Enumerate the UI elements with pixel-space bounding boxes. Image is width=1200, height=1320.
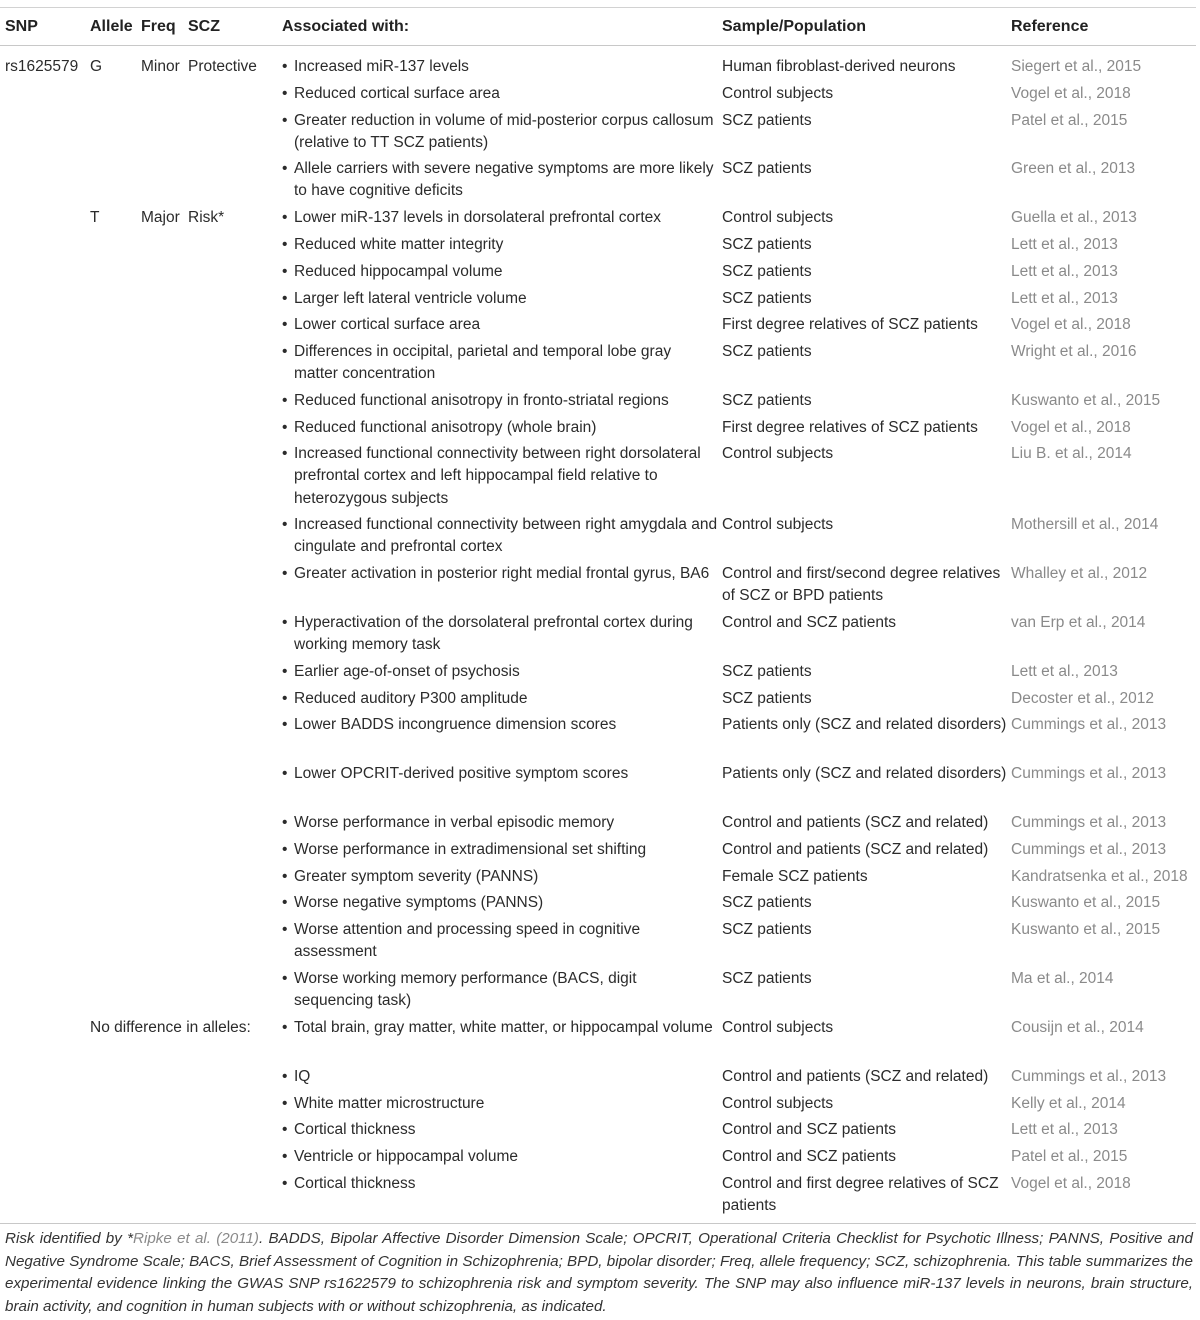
associated-cell: • Lower BADDS incongruence dimension scores <box>282 714 718 736</box>
sample-cell: Control subjects <box>722 209 834 226</box>
bullet-icon: • <box>282 263 288 280</box>
sample-cell: SCZ patients <box>722 690 812 707</box>
bullet-icon: • <box>282 160 288 177</box>
header-snp: SNP <box>5 18 38 35</box>
bullet-icon: • <box>282 1068 288 1085</box>
associated-cell: • Hyperactivation of the dorsolateral prefrontal cortex during working memory task <box>282 614 693 654</box>
reference-cell: Kuswanto et al., 2015 <box>1011 894 1161 911</box>
bullet-icon: • <box>282 690 288 707</box>
associated-cell: • Increased functional connectivity between right amygdala and cingulate and prefrontal cortex <box>282 516 718 556</box>
bullet-icon: • <box>282 663 288 680</box>
reference-cell: Cummings et al., 2013 <box>1011 716 1167 733</box>
sample-cell: Control subjects <box>722 445 834 462</box>
table-footnote <box>5 1228 1193 1318</box>
reference-cell: Cummings et al., 2013 <box>1011 814 1167 831</box>
bullet-icon: • <box>282 392 288 409</box>
bullet-icon: • <box>282 1019 288 1036</box>
header-reference: Reference <box>1011 18 1089 35</box>
reference-cell: Lett et al., 2013 <box>1011 1121 1118 1138</box>
no-difference-label: No difference in alleles: <box>90 1019 251 1036</box>
reference-cell: Lett et al., 2013 <box>1011 236 1118 253</box>
sample-cell: Control subjects <box>722 516 834 533</box>
bullet-icon: • <box>282 419 288 436</box>
footnote-prefix: Risk identified by * <box>5 1230 133 1247</box>
reference-cell: Patel et al., 2015 <box>1011 112 1128 129</box>
bullet-icon: • <box>282 614 288 631</box>
bullet-icon: • <box>282 58 288 75</box>
associated-cell: • Earlier age-of-onset of psychosis <box>282 661 718 683</box>
associated-cell: • Worse attention and processing speed in cognitive assessment <box>282 921 641 961</box>
reference-cell: Vogel et al., 2018 <box>1011 1175 1131 1192</box>
reference-cell: Patel et al., 2015 <box>1011 1148 1128 1165</box>
bullet-icon: • <box>282 970 288 987</box>
associated-cell: • Increased functional connectivity between right dorsolateral prefrontal cortex and left hippocampal field relative to heterozygous subjects <box>282 445 701 507</box>
header-allele: Allele <box>90 18 133 35</box>
reference-cell: Liu B. et al., 2014 <box>1011 445 1132 462</box>
reference-cell: Kandratsenka et al., 2018 <box>1011 868 1188 885</box>
sample-cell: SCZ patients <box>722 160 812 177</box>
sample-cell: Control subjects <box>722 1095 834 1112</box>
sample-cell: Control and patients (SCZ and related) <box>722 841 989 858</box>
bullet-icon: • <box>282 841 288 858</box>
table-top-rule <box>0 7 1196 8</box>
reference-cell: Whalley et al., 2012 <box>1011 565 1148 582</box>
bullet-icon: • <box>282 565 288 582</box>
associated-cell: • Reduced auditory P300 amplitude <box>282 688 718 710</box>
associated-cell: • Worse working memory performance (BACS, digit sequencing task) <box>282 970 637 1010</box>
bullet-icon: • <box>282 445 288 462</box>
sample-cell: SCZ patients <box>722 392 812 409</box>
sample-cell: SCZ patients <box>722 921 812 938</box>
associated-cell: • White matter microstructure <box>282 1093 718 1115</box>
reference-cell: Ma et al., 2014 <box>1011 970 1114 987</box>
associated-cell: • Worse performance in verbal episodic memory <box>282 812 718 834</box>
header-scz: SCZ <box>188 18 220 35</box>
reference-cell: van Erp et al., 2014 <box>1011 614 1146 631</box>
bullet-icon: • <box>282 316 288 333</box>
sample-cell: Control and SCZ patients <box>722 1121 897 1138</box>
sample-cell: Control and first/second degree relatives of SCZ or BPD patients <box>722 565 1001 605</box>
snp-id: rs1625579 <box>5 58 79 75</box>
reference-cell: Kuswanto et al., 2015 <box>1011 392 1161 409</box>
allele-g: G <box>90 58 103 75</box>
sample-cell: SCZ patients <box>722 112 812 129</box>
header-freq: Freq <box>141 18 176 35</box>
bullet-icon: • <box>282 1148 288 1165</box>
reference-cell: Green et al., 2013 <box>1011 160 1136 177</box>
reference-cell: Cummings et al., 2013 <box>1011 841 1167 858</box>
reference-cell: Kuswanto et al., 2015 <box>1011 921 1161 938</box>
sample-cell: Control subjects <box>722 85 834 102</box>
reference-cell: Vogel et al., 2018 <box>1011 316 1131 333</box>
table-bottom-rule <box>0 1223 1196 1224</box>
bullet-icon: • <box>282 1095 288 1112</box>
reference-cell: Siegert et al., 2015 <box>1011 58 1142 75</box>
bullet-icon: • <box>282 290 288 307</box>
bullet-icon: • <box>282 209 288 226</box>
reference-cell: Vogel et al., 2018 <box>1011 419 1131 436</box>
sample-cell: Control and patients (SCZ and related) <box>722 1068 989 1085</box>
associated-cell: • IQ <box>282 1066 718 1088</box>
bullet-icon: • <box>282 112 288 129</box>
bullet-icon: • <box>282 765 288 782</box>
associated-cell: • Reduced white matter integrity <box>282 234 718 256</box>
footnote-citation-link[interactable]: Ripke et al. (2011) <box>132 1230 259 1247</box>
reference-cell: Kelly et al., 2014 <box>1011 1095 1126 1112</box>
sample-cell: SCZ patients <box>722 663 812 680</box>
reference-cell: Cousijn et al., 2014 <box>1011 1019 1144 1036</box>
associated-cell: • Increased miR-137 levels <box>282 56 718 78</box>
bullet-icon: • <box>282 868 288 885</box>
associated-cell: • Larger left lateral ventricle volume <box>282 288 718 310</box>
associated-cell: • Cortical thickness <box>282 1119 718 1141</box>
sample-cell: First degree relatives of SCZ patients <box>722 419 978 436</box>
associated-cell: • Reduced functional anisotropy (whole brain) <box>282 417 718 439</box>
allele-t: T <box>90 209 100 226</box>
sample-cell: Control and first degree relatives of SCZ patients <box>722 1175 999 1215</box>
sample-cell: Female SCZ patients <box>722 868 868 885</box>
freq-g: Minor <box>141 58 180 75</box>
sample-cell: SCZ patients <box>722 970 812 987</box>
associated-cell: • Differences in occipital, parietal and temporal lobe gray matter concentration <box>282 343 672 383</box>
associated-cell: • Reduced hippocampal volume <box>282 261 718 283</box>
sample-cell: SCZ patients <box>722 236 812 253</box>
associated-cell: • Worse negative symptoms (PANNS) <box>282 892 718 914</box>
header-associated: Associated with: <box>282 18 410 35</box>
associated-cell: • Greater symptom severity (PANNS) <box>282 866 718 888</box>
bullet-icon: • <box>282 894 288 911</box>
sample-cell: Patients only (SCZ and related disorders) <box>722 765 1007 782</box>
sample-cell: First degree relatives of SCZ patients <box>722 316 978 333</box>
scz-t: Risk* <box>188 209 225 226</box>
sample-cell: SCZ patients <box>722 894 812 911</box>
associated-cell: • Greater activation in posterior right medial frontal gyrus, BA6 <box>282 563 718 585</box>
reference-cell: Wright et al., 2016 <box>1011 343 1137 360</box>
reference-cell: Vogel et al., 2018 <box>1011 85 1131 102</box>
bullet-icon: • <box>282 716 288 733</box>
reference-cell: Lett et al., 2013 <box>1011 663 1118 680</box>
sample-cell: Human fibroblast-derived neurons <box>722 58 956 75</box>
sample-cell: SCZ patients <box>722 263 812 280</box>
associated-cell: • Allele carriers with severe negative symptoms are more likely to have cognitive deficits <box>282 160 714 200</box>
bullet-icon: • <box>282 1121 288 1138</box>
sample-cell: SCZ patients <box>722 343 812 360</box>
associated-cell: • Worse performance in extradimensional set shifting <box>282 839 718 861</box>
bullet-icon: • <box>282 921 288 938</box>
sample-cell: Control and SCZ patients <box>722 1148 897 1165</box>
reference-cell: Decoster et al., 2012 <box>1011 690 1155 707</box>
header-rule <box>0 45 1196 46</box>
sample-cell: Control and patients (SCZ and related) <box>722 814 989 831</box>
associated-cell: • Lower OPCRIT-derived positive symptom scores <box>282 763 718 785</box>
associated-cell: • Lower cortical surface area <box>282 314 718 336</box>
reference-cell: Mothersill et al., 2014 <box>1011 516 1159 533</box>
associated-cell: • Cortical thickness <box>282 1173 718 1195</box>
sample-cell: SCZ patients <box>722 290 812 307</box>
reference-cell: Lett et al., 2013 <box>1011 263 1118 280</box>
bullet-icon: • <box>282 343 288 360</box>
sample-cell: Control subjects <box>722 1019 834 1036</box>
associated-cell: • Reduced functional anisotropy in fronto-striatal regions <box>282 390 718 412</box>
bullet-icon: • <box>282 85 288 102</box>
sample-cell: Control and SCZ patients <box>722 614 897 631</box>
scz-g: Protective <box>188 58 257 75</box>
bullet-icon: • <box>282 236 288 253</box>
reference-cell: Cummings et al., 2013 <box>1011 1068 1167 1085</box>
bullet-icon: • <box>282 516 288 533</box>
footnote-text: . BADDS, Bipolar Affective Disorder Dimension Scale; OPCRIT, Operational Criteria Checklist for Psychotic Illness; PANNS, Positive and Negative Syndrome Scale; BACS, Brief Assessment of Cognition in Schizophrenia; BPD, bipolar disorder; Freq, allele frequency; SCZ, schizophrenia. This table summarizes the experimental evidence linking the GWAS SNP rs1622579 to schizophrenia risk and symptom severity. The SNP may also influence miR-137 levels in neurons, brain structure, brain activity, and cognition in human subjects with or without schizophrenia, as indicated. <box>5 1230 1194 1315</box>
reference-cell: Guella et al., 2013 <box>1011 209 1137 226</box>
freq-t: Major <box>141 209 180 226</box>
bullet-icon: • <box>282 1175 288 1192</box>
associated-cell: • Total brain, gray matter, white matter, or hippocampal volume <box>282 1017 718 1039</box>
sample-cell: Patients only (SCZ and related disorders) <box>722 716 1007 733</box>
associated-cell: • Greater reduction in volume of mid-posterior corpus callosum (relative to TT SCZ patients) <box>282 112 714 152</box>
header-sample: Sample/Population <box>722 18 867 35</box>
associated-cell: • Lower miR-137 levels in dorsolateral prefrontal cortex <box>282 207 718 229</box>
reference-cell: Cummings et al., 2013 <box>1011 765 1167 782</box>
reference-cell: Lett et al., 2013 <box>1011 290 1118 307</box>
associated-cell: • Reduced cortical surface area <box>282 83 718 105</box>
associated-cell: • Ventricle or hippocampal volume <box>282 1146 718 1168</box>
bullet-icon: • <box>282 814 288 831</box>
